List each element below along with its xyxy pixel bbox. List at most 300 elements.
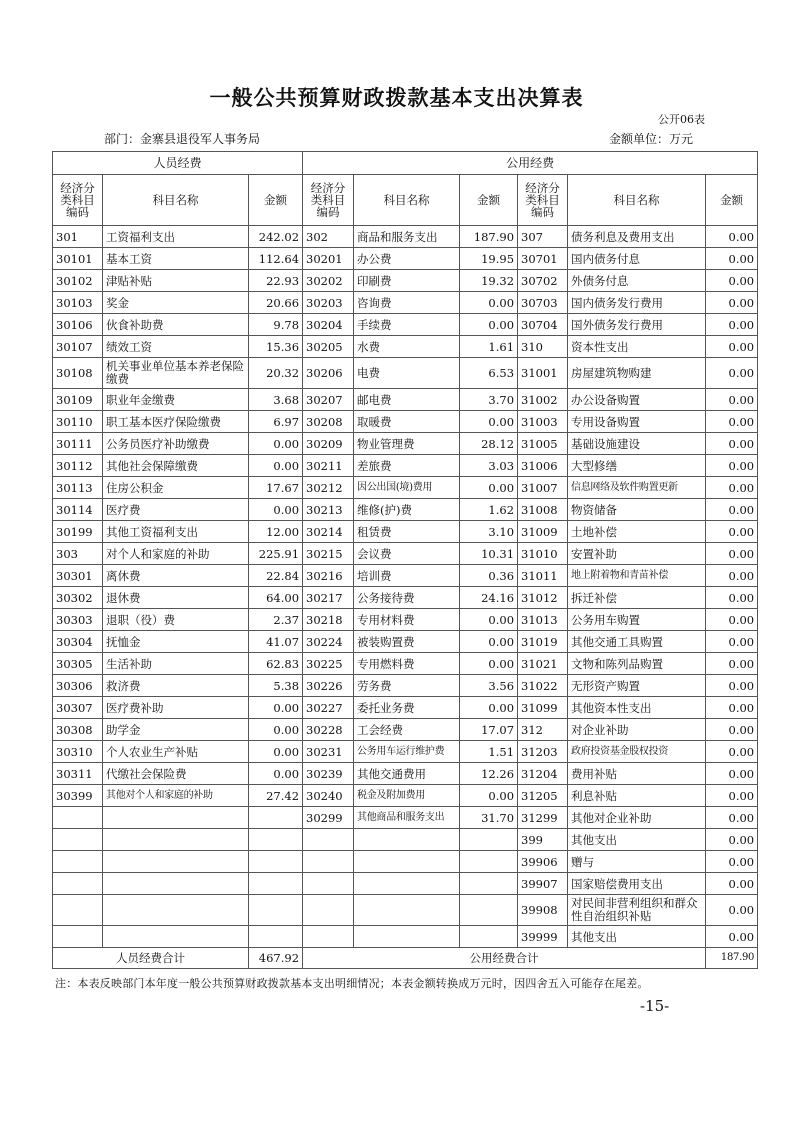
- amount-cell: 0.00: [706, 763, 758, 785]
- personnel-total-label: 人员经费合计: [53, 948, 249, 969]
- name-cell: 邮电费: [354, 389, 460, 411]
- section-public: 公用经费: [303, 152, 758, 175]
- amount-cell: 1.61: [460, 336, 518, 358]
- amount-cell: 0.00: [706, 521, 758, 543]
- code-cell: 31006: [518, 455, 568, 477]
- code-cell: [53, 851, 103, 873]
- code-cell: 30106: [53, 314, 103, 336]
- code-cell: 30704: [518, 314, 568, 336]
- page-title: 一般公共预算财政拨款基本支出决算表: [209, 85, 584, 110]
- form-number: 公开06表: [658, 113, 705, 126]
- name-cell: 债务利息及费用支出: [568, 226, 706, 248]
- name-cell: 政府投资基金股权投资: [568, 741, 706, 763]
- code-cell: 30239: [303, 763, 354, 785]
- amount-cell: 17.67: [249, 477, 303, 499]
- name-cell: 手续费: [354, 314, 460, 336]
- personnel-total-value: 467.92: [249, 948, 303, 969]
- name-cell: 无形资产购置: [568, 675, 706, 697]
- name-cell: [354, 851, 460, 873]
- amount-cell: 0.00: [249, 697, 303, 719]
- table-row: [53, 807, 758, 829]
- code-cell: 30213: [303, 499, 354, 521]
- header-code: 经济分类科目编码: [303, 175, 354, 226]
- code-cell: 30216: [303, 565, 354, 587]
- amount-cell: [460, 895, 518, 926]
- code-cell: 30107: [53, 336, 103, 358]
- name-cell: 大型修缮: [568, 455, 706, 477]
- amount-cell: 41.07: [249, 631, 303, 653]
- table-row: [53, 926, 758, 948]
- table-row: [53, 226, 758, 248]
- amount-cell: [249, 807, 303, 829]
- name-cell: 住房公积金: [103, 477, 249, 499]
- amount-cell: 2.37: [249, 609, 303, 631]
- code-cell: 31009: [518, 521, 568, 543]
- amount-cell: 0.00: [249, 455, 303, 477]
- amount-cell: 0.00: [706, 565, 758, 587]
- name-cell: [354, 873, 460, 895]
- department-label: 部门：金寨县退役军人事务局: [104, 132, 261, 146]
- amount-cell: 0.00: [460, 314, 518, 336]
- code-cell: 30218: [303, 609, 354, 631]
- name-cell: 劳务费: [354, 675, 460, 697]
- amount-cell: [249, 926, 303, 948]
- code-cell: 30703: [518, 292, 568, 314]
- name-cell: 商品和服务支出: [354, 226, 460, 248]
- totals-row: [53, 948, 758, 969]
- amount-cell: 19.95: [460, 248, 518, 270]
- name-cell: 对民间非营利组织和群众性自治组织补贴: [568, 895, 706, 926]
- table-row: [53, 565, 758, 587]
- header-code: 经济分类科目编码: [518, 175, 568, 226]
- name-cell: 职工基本医疗保险缴费: [103, 411, 249, 433]
- code-cell: [303, 873, 354, 895]
- amount-cell: 3.68: [249, 389, 303, 411]
- code-cell: 31012: [518, 587, 568, 609]
- name-cell: 医疗费: [103, 499, 249, 521]
- amount-cell: 3.10: [460, 521, 518, 543]
- amount-cell: 3.70: [460, 389, 518, 411]
- header-amount: 金额: [706, 175, 758, 226]
- name-cell: [103, 873, 249, 895]
- amount-cell: 112.64: [249, 248, 303, 270]
- name-cell: 其他对企业补助: [568, 807, 706, 829]
- name-cell: 医疗费补助: [103, 697, 249, 719]
- name-cell: 抚恤金: [103, 631, 249, 653]
- amount-cell: 19.32: [460, 270, 518, 292]
- amount-cell: 31.70: [460, 807, 518, 829]
- name-cell: 水费: [354, 336, 460, 358]
- amount-cell: [249, 851, 303, 873]
- amount-cell: 0.00: [706, 336, 758, 358]
- code-cell: 30226: [303, 675, 354, 697]
- code-cell: [303, 895, 354, 926]
- name-cell: [103, 829, 249, 851]
- name-cell: 公务接待费: [354, 587, 460, 609]
- name-cell: 国外债务发行费用: [568, 314, 706, 336]
- amount-cell: 0.00: [249, 763, 303, 785]
- amount-cell: 0.00: [460, 609, 518, 631]
- code-cell: 31002: [518, 389, 568, 411]
- table-row: [53, 358, 758, 389]
- name-cell: 办公设备购置: [568, 389, 706, 411]
- code-cell: 301: [53, 226, 103, 248]
- amount-cell: 0.00: [706, 895, 758, 926]
- code-cell: 31099: [518, 697, 568, 719]
- code-cell: 312: [518, 719, 568, 741]
- table-body: [53, 226, 758, 948]
- amount-cell: 0.00: [460, 292, 518, 314]
- code-cell: 30207: [303, 389, 354, 411]
- amount-cell: 0.00: [706, 292, 758, 314]
- amount-cell: 17.07: [460, 719, 518, 741]
- code-cell: 31010: [518, 543, 568, 565]
- name-cell: 其他交通费用: [354, 763, 460, 785]
- name-cell: 公务用车购置: [568, 609, 706, 631]
- table-row: [53, 411, 758, 433]
- name-cell: [354, 926, 460, 948]
- table-row: [53, 455, 758, 477]
- name-cell: 工资福利支出: [103, 226, 249, 248]
- amount-cell: 0.00: [460, 411, 518, 433]
- code-cell: 30228: [303, 719, 354, 741]
- amount-cell: 242.02: [249, 226, 303, 248]
- amount-cell: 0.00: [460, 697, 518, 719]
- amount-cell: 0.00: [706, 829, 758, 851]
- name-cell: 因公出国(境)费用: [354, 477, 460, 499]
- amount-cell: 20.32: [249, 358, 303, 389]
- name-cell: 专用材料费: [354, 609, 460, 631]
- amount-cell: 0.36: [460, 565, 518, 587]
- amount-cell: 15.36: [249, 336, 303, 358]
- name-cell: 对企业补助: [568, 719, 706, 741]
- footnote: 注：本表反映部门本年度一般公共预算财政拨款基本支出明细情况；本表金额转换成万元时，因四舍五入可能存在尾差。: [55, 977, 649, 990]
- amount-cell: 0.00: [249, 719, 303, 741]
- unit-label: 金额单位：万元: [608, 132, 693, 146]
- name-cell: 咨询费: [354, 292, 460, 314]
- name-cell: 基础设施建设: [568, 433, 706, 455]
- name-cell: 办公费: [354, 248, 460, 270]
- code-cell: 310: [518, 336, 568, 358]
- code-cell: 30701: [518, 248, 568, 270]
- amount-cell: 24.16: [460, 587, 518, 609]
- amount-cell: 0.00: [706, 433, 758, 455]
- name-cell: 税金及附加费用: [354, 785, 460, 807]
- amount-cell: 62.83: [249, 653, 303, 675]
- name-cell: [354, 895, 460, 926]
- code-cell: 30227: [303, 697, 354, 719]
- public-total-label: 公用经费合计: [303, 948, 706, 969]
- code-cell: 31008: [518, 499, 568, 521]
- amount-cell: 0.00: [706, 697, 758, 719]
- name-cell: [354, 829, 460, 851]
- code-cell: 30215: [303, 543, 354, 565]
- table-row: [53, 741, 758, 763]
- code-cell: 30304: [53, 631, 103, 653]
- code-cell: 31019: [518, 631, 568, 653]
- code-cell: 30231: [303, 741, 354, 763]
- code-cell: 30306: [53, 675, 103, 697]
- table-row: [53, 697, 758, 719]
- code-cell: [53, 807, 103, 829]
- name-cell: 安置补助: [568, 543, 706, 565]
- table-row: [53, 499, 758, 521]
- code-cell: 30199: [53, 521, 103, 543]
- header-name: 科目名称: [103, 175, 249, 226]
- name-cell: 外债务付息: [568, 270, 706, 292]
- name-cell: 被装购置费: [354, 631, 460, 653]
- amount-cell: [249, 895, 303, 926]
- name-cell: 培训费: [354, 565, 460, 587]
- name-cell: 国内债务发行费用: [568, 292, 706, 314]
- amount-cell: 0.00: [706, 543, 758, 565]
- code-cell: 31022: [518, 675, 568, 697]
- code-cell: 30399: [53, 785, 103, 807]
- amount-cell: 0.00: [706, 270, 758, 292]
- amount-cell: 6.97: [249, 411, 303, 433]
- amount-cell: 12.26: [460, 763, 518, 785]
- name-cell: 工会经费: [354, 719, 460, 741]
- name-cell: 其他资本性支出: [568, 697, 706, 719]
- name-cell: 其他支出: [568, 926, 706, 948]
- amount-cell: 0.00: [249, 499, 303, 521]
- code-cell: 31007: [518, 477, 568, 499]
- table-row: [53, 587, 758, 609]
- name-cell: 对个人和家庭的补助: [103, 543, 249, 565]
- name-cell: 其他支出: [568, 829, 706, 851]
- name-cell: 津贴补贴: [103, 270, 249, 292]
- code-cell: 30302: [53, 587, 103, 609]
- name-cell: 电费: [354, 358, 460, 389]
- amount-cell: [460, 926, 518, 948]
- amount-cell: 0.00: [706, 675, 758, 697]
- header-code: 经济分类科目编码: [53, 175, 103, 226]
- name-cell: 印刷费: [354, 270, 460, 292]
- code-cell: [303, 926, 354, 948]
- name-cell: 离休费: [103, 565, 249, 587]
- name-cell: 其他社会保障缴费: [103, 455, 249, 477]
- name-cell: 会议费: [354, 543, 460, 565]
- name-cell: 公务用车运行维护费: [354, 741, 460, 763]
- code-cell: 399: [518, 829, 568, 851]
- code-cell: 31005: [518, 433, 568, 455]
- code-cell: 30113: [53, 477, 103, 499]
- header-amount: 金额: [249, 175, 303, 226]
- name-cell: 代缴社会保险费: [103, 763, 249, 785]
- table-row: [53, 719, 758, 741]
- code-cell: 39999: [518, 926, 568, 948]
- table-row: [53, 389, 758, 411]
- amount-cell: 12.00: [249, 521, 303, 543]
- name-cell: 其他对个人和家庭的补助: [103, 785, 249, 807]
- section-header-row: [53, 152, 758, 175]
- name-cell: 房屋建筑物购建: [568, 358, 706, 389]
- amount-cell: 64.00: [249, 587, 303, 609]
- amount-cell: 10.31: [460, 543, 518, 565]
- expenditure-table: [52, 151, 758, 969]
- amount-cell: 0.00: [460, 477, 518, 499]
- column-header-row: [53, 175, 758, 226]
- code-cell: 30112: [53, 455, 103, 477]
- table-row: [53, 433, 758, 455]
- amount-cell: [249, 873, 303, 895]
- code-cell: 30307: [53, 697, 103, 719]
- name-cell: 利息补贴: [568, 785, 706, 807]
- name-cell: 个人农业生产补贴: [103, 741, 249, 763]
- public-total-value: 187.90: [706, 948, 758, 969]
- name-cell: 其他商品和服务支出: [354, 807, 460, 829]
- amount-cell: 0.00: [460, 653, 518, 675]
- amount-cell: 28.12: [460, 433, 518, 455]
- name-cell: 土地补偿: [568, 521, 706, 543]
- header-amount: 金额: [460, 175, 518, 226]
- table-row: [53, 829, 758, 851]
- code-cell: 30305: [53, 653, 103, 675]
- page-number: -15-: [640, 997, 670, 1015]
- code-cell: 31299: [518, 807, 568, 829]
- amount-cell: 20.66: [249, 292, 303, 314]
- code-cell: 30201: [303, 248, 354, 270]
- name-cell: [103, 851, 249, 873]
- code-cell: 31204: [518, 763, 568, 785]
- name-cell: 资本性支出: [568, 336, 706, 358]
- code-cell: 30212: [303, 477, 354, 499]
- amount-cell: 0.00: [706, 248, 758, 270]
- name-cell: 费用补贴: [568, 763, 706, 785]
- name-cell: 职业年金缴费: [103, 389, 249, 411]
- name-cell: 文物和陈列品购置: [568, 653, 706, 675]
- name-cell: 公务员医疗补助缴费: [103, 433, 249, 455]
- amount-cell: 0.00: [706, 358, 758, 389]
- amount-cell: 0.00: [706, 389, 758, 411]
- amount-cell: 0.00: [706, 226, 758, 248]
- name-cell: 基本工资: [103, 248, 249, 270]
- amount-cell: 0.00: [706, 807, 758, 829]
- table-row: [53, 785, 758, 807]
- code-cell: 30108: [53, 358, 103, 389]
- code-cell: 31021: [518, 653, 568, 675]
- amount-cell: 5.38: [249, 675, 303, 697]
- amount-cell: 0.00: [460, 785, 518, 807]
- amount-cell: 0.00: [706, 873, 758, 895]
- code-cell: 30311: [53, 763, 103, 785]
- amount-cell: 0.00: [249, 741, 303, 763]
- code-cell: 30203: [303, 292, 354, 314]
- name-cell: 助学金: [103, 719, 249, 741]
- table-row: [53, 477, 758, 499]
- amount-cell: 0.00: [706, 499, 758, 521]
- code-cell: 30103: [53, 292, 103, 314]
- name-cell: 专用燃料费: [354, 653, 460, 675]
- amount-cell: [460, 829, 518, 851]
- code-cell: 307: [518, 226, 568, 248]
- name-cell: 其他工资福利支出: [103, 521, 249, 543]
- table-row: [53, 292, 758, 314]
- table-row: [53, 873, 758, 895]
- amount-cell: 187.90: [460, 226, 518, 248]
- code-cell: 30204: [303, 314, 354, 336]
- table-row: [53, 631, 758, 653]
- amount-cell: 1.62: [460, 499, 518, 521]
- code-cell: 31203: [518, 741, 568, 763]
- amount-cell: 1.51: [460, 741, 518, 763]
- name-cell: 物业管理费: [354, 433, 460, 455]
- amount-cell: 0.00: [706, 609, 758, 631]
- amount-cell: 0.00: [706, 926, 758, 948]
- name-cell: 赠与: [568, 851, 706, 873]
- amount-cell: 0.00: [706, 741, 758, 763]
- amount-cell: 0.00: [249, 433, 303, 455]
- section-personnel: 人员经费: [53, 152, 303, 175]
- table-row: [53, 609, 758, 631]
- amount-cell: 225.91: [249, 543, 303, 565]
- code-cell: 30208: [303, 411, 354, 433]
- code-cell: 30224: [303, 631, 354, 653]
- amount-cell: 0.00: [706, 455, 758, 477]
- code-cell: [53, 895, 103, 926]
- amount-cell: 0.00: [706, 587, 758, 609]
- table-row: [53, 675, 758, 697]
- amount-cell: 3.03: [460, 455, 518, 477]
- table-row: [53, 336, 758, 358]
- amount-cell: 0.00: [706, 653, 758, 675]
- code-cell: 30101: [53, 248, 103, 270]
- table-row: [53, 895, 758, 926]
- amount-cell: 0.00: [706, 851, 758, 873]
- amount-cell: 0.00: [706, 785, 758, 807]
- table-row: [53, 763, 758, 785]
- code-cell: [53, 926, 103, 948]
- name-cell: 退职（役）费: [103, 609, 249, 631]
- table-row: [53, 543, 758, 565]
- name-cell: 生活补助: [103, 653, 249, 675]
- name-cell: 奖金: [103, 292, 249, 314]
- code-cell: 30109: [53, 389, 103, 411]
- amount-cell: 0.00: [460, 631, 518, 653]
- code-cell: 30308: [53, 719, 103, 741]
- name-cell: 专用设备购置: [568, 411, 706, 433]
- amount-cell: 0.00: [706, 411, 758, 433]
- table-row: [53, 270, 758, 292]
- name-cell: 国家赔偿费用支出: [568, 873, 706, 895]
- code-cell: 31013: [518, 609, 568, 631]
- amount-cell: 22.93: [249, 270, 303, 292]
- table-row: [53, 521, 758, 543]
- amount-cell: 6.53: [460, 358, 518, 389]
- amount-cell: 3.56: [460, 675, 518, 697]
- code-cell: 30111: [53, 433, 103, 455]
- name-cell: 其他交通工具购置: [568, 631, 706, 653]
- amount-cell: 0.00: [706, 314, 758, 336]
- code-cell: 30310: [53, 741, 103, 763]
- name-cell: 差旅费: [354, 455, 460, 477]
- code-cell: 30214: [303, 521, 354, 543]
- code-cell: 30211: [303, 455, 354, 477]
- name-cell: 取暖费: [354, 411, 460, 433]
- code-cell: 39908: [518, 895, 568, 926]
- table-row: [53, 851, 758, 873]
- code-cell: [53, 873, 103, 895]
- table-row: [53, 248, 758, 270]
- table-row: [53, 314, 758, 336]
- amount-cell: 22.84: [249, 565, 303, 587]
- name-cell: 维修(护)费: [354, 499, 460, 521]
- amount-cell: 0.00: [706, 477, 758, 499]
- name-cell: 机关事业单位基本养老保险缴费: [103, 358, 249, 389]
- name-cell: 救济费: [103, 675, 249, 697]
- amount-cell: 9.78: [249, 314, 303, 336]
- code-cell: 31001: [518, 358, 568, 389]
